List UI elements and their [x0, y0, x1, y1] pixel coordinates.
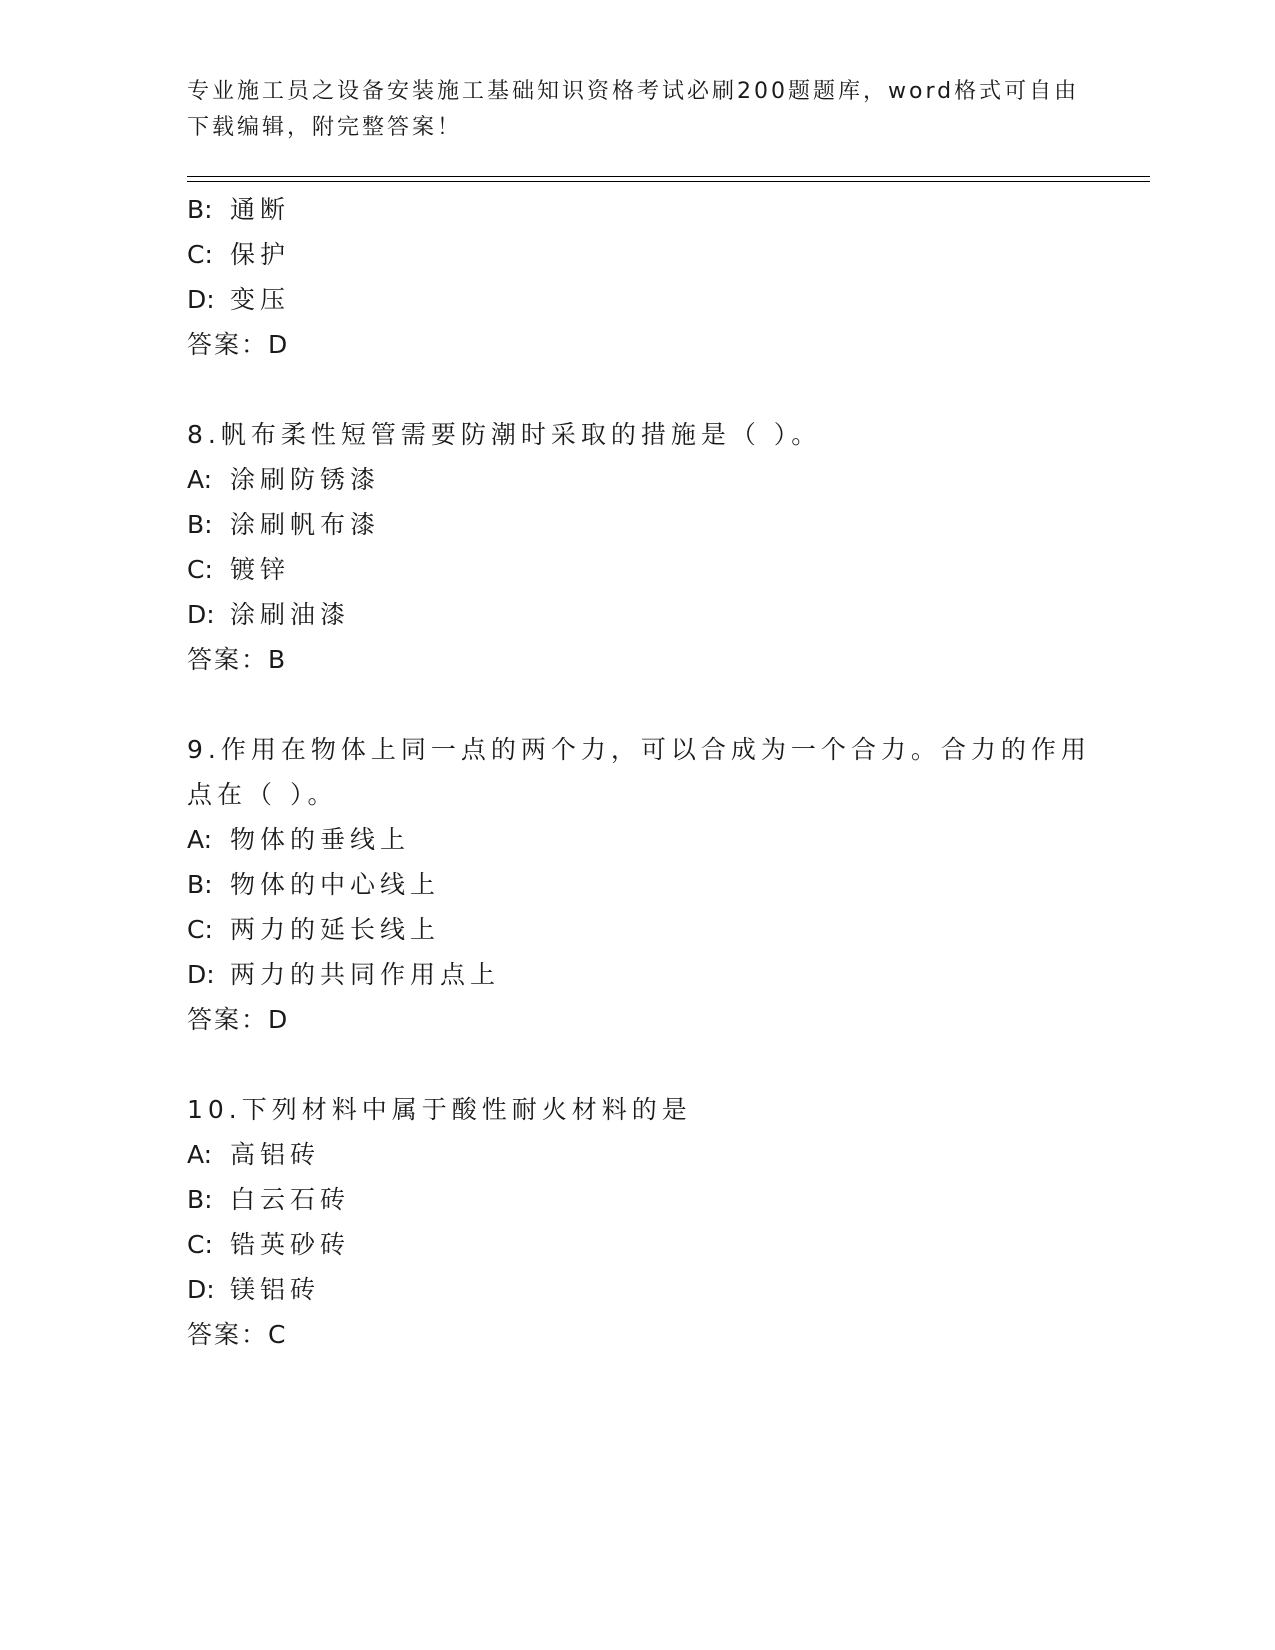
option-text: 保护: [230, 240, 291, 269]
answer-row: [187, 329, 287, 361]
option-row: [187, 1184, 350, 1216]
answer-value: C: [268, 1320, 286, 1349]
option-text: 两力的延长线上: [230, 915, 441, 944]
question-stem: 9.作用在物体上同一点的两个力，可以合成为一个合力。合力的作用: [187, 735, 1091, 764]
option-row: [187, 869, 440, 901]
option-text: 高铝砖: [230, 1140, 321, 1169]
option-text: 镁铝砖: [230, 1275, 321, 1304]
option-label: D:: [187, 285, 215, 314]
header-divider-bottom: [187, 181, 1150, 182]
option-row: [187, 464, 380, 496]
option-label: C:: [187, 915, 213, 944]
option-row: [187, 914, 440, 946]
option-row: [187, 239, 290, 271]
option-row: [187, 284, 290, 316]
option-text: 通断: [230, 195, 291, 224]
answer-row: [187, 644, 285, 676]
answer-label: 答案：: [187, 330, 269, 359]
option-label: D:: [187, 960, 215, 989]
option-text: 白云石砖: [230, 1185, 351, 1214]
option-row: [187, 1229, 350, 1261]
option-text: 物体的中心线上: [230, 870, 441, 899]
option-label: A:: [187, 465, 213, 494]
option-label: B:: [187, 870, 213, 899]
option-text: 涂刷防锈漆: [230, 465, 381, 494]
option-row: [187, 1274, 320, 1306]
question-stem-continued: 点在（ ）。: [187, 780, 338, 809]
option-row: [187, 824, 410, 856]
header-line-1: 专业施工员之设备安装施工基础知识资格考试必刷200题题库，word格式可自由: [187, 79, 1080, 104]
option-row: [187, 959, 500, 991]
option-label: A:: [187, 825, 213, 854]
option-label: B:: [187, 1185, 213, 1214]
option-row: [187, 599, 350, 631]
answer-label: 答案：: [187, 645, 269, 674]
option-text: 涂刷帆布漆: [230, 510, 381, 539]
option-text: 变压: [230, 285, 291, 314]
option-label: C:: [187, 1230, 213, 1259]
option-row: [187, 1139, 320, 1171]
question-stem: 8.帆布柔性短管需要防潮时采取的措施是（ ）。: [187, 420, 822, 449]
header-line-2: 下载编辑，附完整答案！: [187, 115, 463, 140]
option-label: B:: [187, 510, 213, 539]
option-row: [187, 194, 290, 226]
option-text: 锆英砂砖: [230, 1230, 351, 1259]
answer-value: D: [268, 1005, 288, 1034]
option-text: 涂刷油漆: [230, 600, 351, 629]
answer-value: D: [268, 330, 288, 359]
option-label: C:: [187, 240, 213, 269]
option-label: D:: [187, 1275, 215, 1304]
option-text: 两力的共同作用点上: [230, 960, 501, 989]
option-label: B:: [187, 195, 213, 224]
option-label: D:: [187, 600, 215, 629]
answer-row: [187, 1004, 287, 1036]
question-stem: 10.下列材料中属于酸性耐火材料的是: [187, 1095, 692, 1124]
document-header: [187, 74, 1087, 146]
answer-row: [187, 1319, 285, 1351]
option-row: [187, 554, 290, 586]
option-label: C:: [187, 555, 213, 584]
answer-value: B: [268, 645, 286, 674]
option-row: [187, 509, 380, 541]
answer-label: 答案：: [187, 1320, 269, 1349]
option-label: A:: [187, 1140, 213, 1169]
answer-label: 答案：: [187, 1005, 269, 1034]
option-text: 物体的垂线上: [230, 825, 411, 854]
option-text: 镀锌: [230, 555, 291, 584]
header-divider-top: [187, 176, 1150, 177]
